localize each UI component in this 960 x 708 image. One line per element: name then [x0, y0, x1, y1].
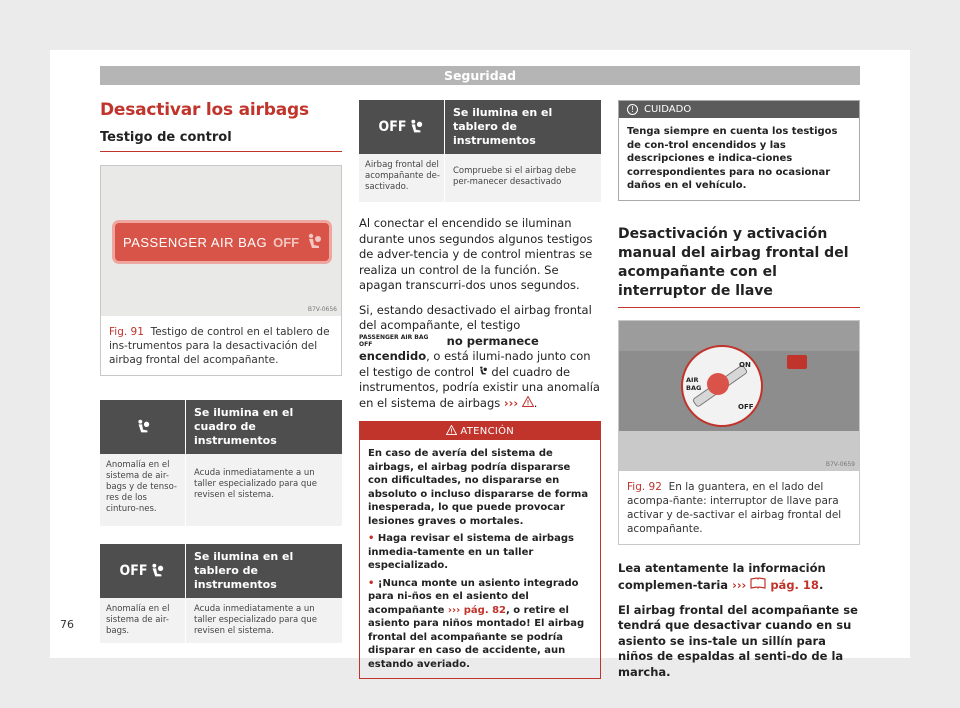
column-1	[100, 90, 342, 643]
table-cell-action: Acuda inmediatamente a un taller especializado para que revisen el sistema.	[194, 604, 317, 636]
warning-item-1: • Haga revisar el sistema de airbags inmedia-tamente en un taller especializado.	[368, 533, 574, 571]
section-header: Seguridad	[100, 66, 860, 85]
table-passenger-airbag-deactivated	[359, 100, 601, 202]
passenger-airbag-off-icon: PASSENGER AIR BAG OFF	[359, 334, 429, 348]
book-icon	[750, 576, 766, 589]
page-number: 76	[60, 618, 74, 631]
warning-intro: En caso de avería del sistema de airbags, el airbag podría dispararse con dificultades, no dispararse en absoluto o incluso dispararse de forma inesperada, lo que puede provocar lesiones graves o mortales.	[368, 448, 589, 527]
paragraph-anomaly: Si, estando desactivado el airbag frontal del acompañante, el testigo PASSENGER AIR BAG OFF no permanece encendido, o está ilumi-nado junto con el testigo de control del cuadro de instrumentos, podría existir una anomalía en el sistema de airbags ››› .	[359, 302, 600, 410]
panel-off-label: OFF	[273, 234, 300, 250]
paragraph-deactivate: El airbag frontal del acompañante se tendrá que desactivar cuando en su asiento se ins-tale un sillín para niños de espaldas al senti-do de la marcha.	[618, 602, 858, 679]
table-header: Se ilumina en el tablero de instrumentos	[453, 106, 553, 147]
panel-label: PASSENGER AIR BAG	[123, 234, 268, 250]
figure-number: Fig. 91	[109, 326, 144, 338]
warning-triangle-icon	[522, 396, 534, 407]
warning-item-2: • ¡Nunca monte un asiento integrado para ni-ños en el asiento del acompañante ››› pág. 82, o retire el asiento para niños montado! El airbag frontal del acompañante se podría disparar en caso de accidente, aun estando averiado.	[368, 577, 585, 670]
table-airbag-off	[100, 544, 342, 643]
key-switch-magnified: AIR BAG ON OFF	[681, 345, 763, 427]
figure-number: Fig. 92	[627, 480, 662, 493]
warning-triangle-icon	[446, 425, 457, 435]
arrow-link[interactable]: ›››	[503, 395, 519, 410]
table-header: Se ilumina en el tablero de instrumentos	[194, 550, 294, 591]
paragraph-read-more: Lea atentamente la información complemen-taria ››› pág. 18.	[618, 560, 826, 592]
table-cell-condition: Anomalía en el sistema de air-bags y de tenso-res de los cinturo-nes.	[100, 454, 186, 526]
subtitle: Testigo de control	[100, 130, 342, 152]
figure-91-image	[101, 166, 341, 316]
page-title: Desactivar los airbags	[100, 100, 309, 120]
table-header: Se ilumina en el cuadro de instrumentos	[194, 406, 294, 447]
figure-92-caption	[619, 471, 859, 544]
caution-box	[618, 100, 860, 201]
table-airbag-anomaly	[100, 400, 342, 526]
airbag-warning-icon	[135, 419, 151, 435]
info-circle-icon: !	[627, 104, 638, 115]
caution-text: Tenga siempre en cuenta los testigos de con-trol encendidos y las descripciones e indica-ciones correspondientes para no ocasionar daños en el vehículo.	[619, 118, 859, 200]
paragraph-intro: Al conectar el encendido se iluminan durante unos segundos algunos testigos de adver-tencia y de control mientras se realiza un control de la función. Se apagan transcurri-dos unos segundos.	[359, 216, 593, 292]
caption-text: En la guantera, en el lado del acompa-ñante: interruptor de llave para activar y de-sactivar el airbag frontal del acompañante.	[627, 480, 842, 535]
table-cell-action: Acuda inmediatamente a un taller especializado para que revisen el sistema.	[194, 468, 317, 500]
airbag-off-icon: OFF	[379, 119, 425, 135]
table-cell-condition: Anomalía en el sistema de air-bags.	[100, 598, 186, 643]
table-cell-condition: Airbag frontal del acompañante de-sactivado.	[359, 154, 445, 202]
figure-91-caption	[101, 316, 341, 375]
figure-ref: B7V-0659	[825, 460, 855, 468]
column-2	[359, 100, 601, 679]
figure-ref: B7V-0656	[307, 306, 337, 313]
caution-title: ! CUIDADO	[619, 101, 859, 118]
figure-92-image	[619, 321, 859, 471]
airbag-icon	[478, 366, 488, 376]
page-link[interactable]: pág. 18	[770, 578, 819, 592]
section-title: Desactivación y activación manual del airbag frontal del acompañante con el interruptor de llave	[618, 225, 860, 308]
table-cell-action: Compruebe si el airbag debe per-manecer desactivado	[453, 166, 577, 187]
figure-91	[100, 165, 342, 376]
airbag-off-icon: OFF	[120, 563, 166, 579]
warning-box	[359, 421, 601, 679]
figure-92	[618, 320, 860, 545]
passenger-airbag-panel	[115, 223, 329, 261]
caption-text: Testigo de control en el tablero de ins-trumentos para la desactivación del airbag frontal del acompañante.	[109, 326, 330, 366]
column-3	[618, 100, 860, 680]
page-link[interactable]: ››› pág. 82	[447, 604, 507, 616]
airbag-seat-icon	[305, 233, 323, 251]
warning-title: ATENCIÓN	[360, 422, 600, 440]
